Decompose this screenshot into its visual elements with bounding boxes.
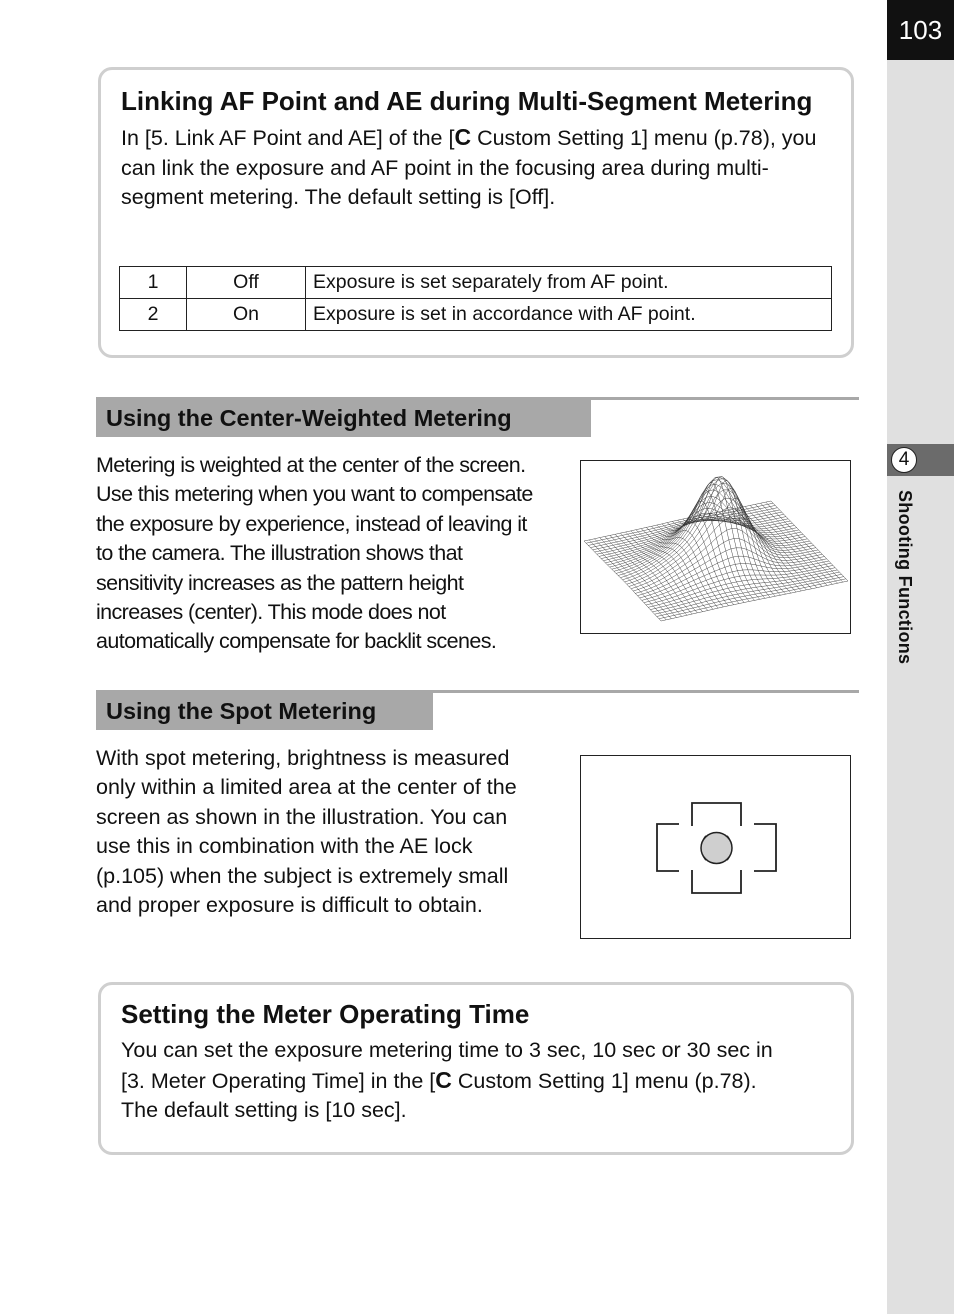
center-weighted-heading: Using the Center-Weighted Metering <box>96 399 591 437</box>
option-description: Exposure is set separately from AF point. <box>306 267 832 299</box>
spot-text: With spot metering, brightness is measured only within a limited area at the center of the screen as shown in the illustration. You can use this in combination with the AE lock (p.105) when the subject is extremely small and proper exposure is difficult to obtain. <box>96 746 517 918</box>
link-af-ae-body: In [5. Link AF Point and AE] of the [C Custom Setting 1] menu (p.78), you can link the exposure and AF point in the focusing area during multi-segment metering. The default setting is [Off]. <box>121 124 817 209</box>
chapter-number: 4 <box>891 447 917 473</box>
link-af-options-table <box>119 266 832 331</box>
metering-surface-icon <box>581 461 849 632</box>
spot-heading: Using the Spot Metering <box>96 692 433 730</box>
option-index: 1 <box>120 267 187 299</box>
link-af-ae-title: Linking AF Point and AE during Multi-Segment Metering <box>121 86 813 116</box>
chapter-title: Shooting Functions <box>895 490 915 665</box>
center-weighted-text: Metering is weighted at the center of the screen. Use this metering when you want to compensate the exposure by experience, instead of leaving it to the camera. The illustration shows that sensitivity increases as the pattern height increases (center). This mode does not automatically compensate for backlit scenes. <box>96 453 533 654</box>
mesh-lines <box>584 477 848 621</box>
custom-menu-c-icon: C <box>454 124 472 150</box>
spot-frame-icon <box>581 756 849 937</box>
page-number: 103 <box>887 0 954 60</box>
table-row <box>120 299 832 331</box>
center-weighted-illustration <box>580 460 851 634</box>
meter-time-title: Setting the Meter Operating Time <box>121 999 530 1029</box>
spot-illustration <box>580 755 851 939</box>
custom-menu-c-icon: C <box>435 1066 452 1093</box>
table-row <box>120 267 832 299</box>
option-index: 2 <box>120 299 187 331</box>
option-name: On <box>187 299 306 331</box>
option-name: Off <box>187 267 306 299</box>
meter-time-body: You can set the exposure metering time to 3 sec, 10 sec or 30 sec in [3. Meter Operating Time] in the [C Custom Setting 1] menu (p.78). The default setting is [10 sec]. <box>121 1038 773 1122</box>
meter-time-box <box>98 982 854 1155</box>
option-description: Exposure is set in accordance with AF point. <box>306 299 832 331</box>
